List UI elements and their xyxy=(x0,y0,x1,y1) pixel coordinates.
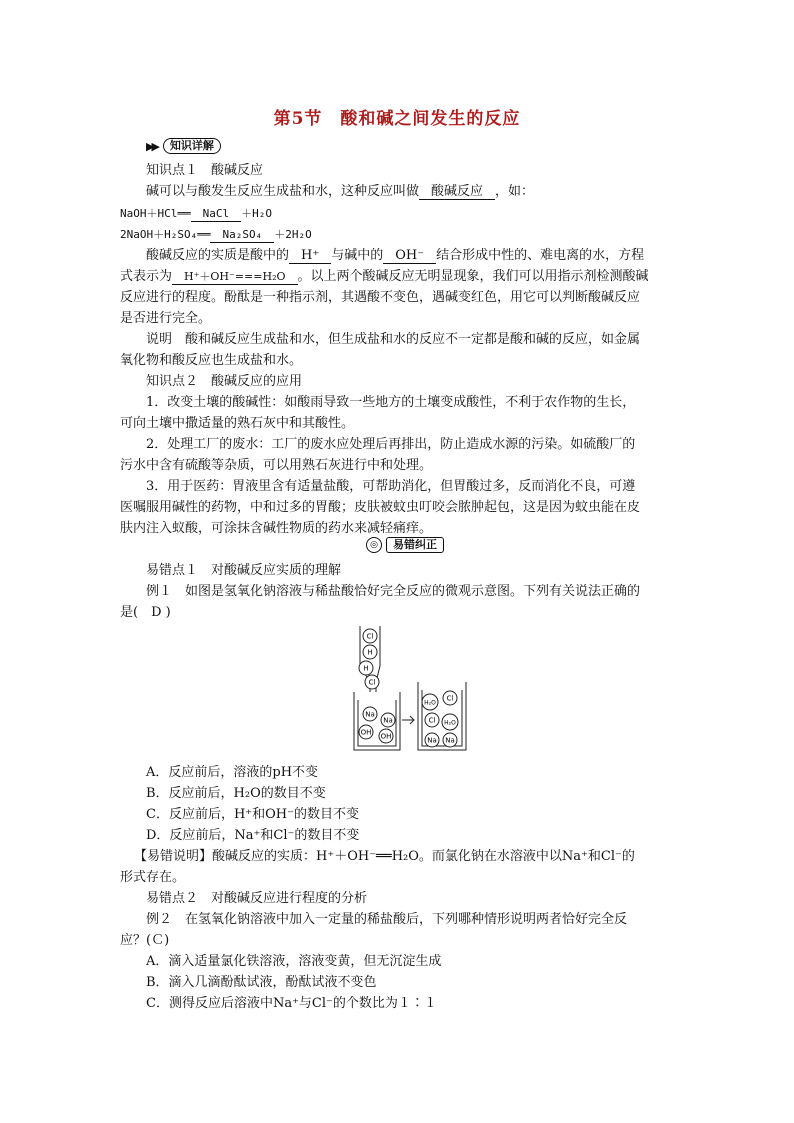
text: 式表示为 xyxy=(120,269,173,284)
molecule-label: Na xyxy=(383,716,393,725)
kp2-item2-b: 污水中含有硫酸等杂质，可以用熟石灰进行中和处理。 xyxy=(120,458,433,473)
equation-2 xyxy=(120,224,680,245)
molecule-label: Na xyxy=(365,710,375,719)
eq2-left: 2NaOH＋H₂SO₄══ xyxy=(120,228,211,241)
answer-blank: 酸碱反应 xyxy=(419,184,495,200)
equation-1 xyxy=(120,203,680,224)
molecule-label: H xyxy=(363,664,369,673)
answer-blank: Na₂SO₄ xyxy=(210,227,274,243)
text: 。以上两个酸碱反应无明显现象，我们可以用指示剂检测酸碱 xyxy=(297,269,649,284)
kp2-item1-a: 1．改变土壤的酸碱性：如酸雨导致一些地方的土壤变成酸性，不利于农作物的生长， xyxy=(146,395,636,410)
text: 与碱中的 xyxy=(331,248,384,263)
answer-blank: OH⁻ xyxy=(383,248,436,264)
section-badge-label: 知识详解 xyxy=(163,138,221,154)
reaction-arrow-icon xyxy=(402,716,414,724)
molecule-label: OH xyxy=(360,728,372,737)
kp1-heading: 知识点１ 酸碱反应 xyxy=(146,163,264,178)
molecule-label: H₂O xyxy=(424,699,436,707)
error-badge xyxy=(366,537,444,553)
page-title: 第5节 酸和碱之间发生的反应 xyxy=(273,109,521,129)
err2-heading: 易错点２ 对酸碱反应进行程度的分析 xyxy=(146,891,368,906)
molecule-label: Cl xyxy=(368,678,376,687)
kp2-item1-b: 可向土壤中撒适量的熟石灰中和其酸性。 xyxy=(120,416,355,431)
answer-blank: H⁺ xyxy=(289,248,331,264)
err1-question-a: 例１ 如图是氢氧化钠溶液与稀盐酸恰好完全反应的微观示意图。下列有关说法正确的 xyxy=(146,584,641,599)
kp2-heading: 知识点２ 酸碱反应的应用 xyxy=(146,374,303,389)
molecule-label: Cl xyxy=(428,716,436,725)
err2-question-a: 例２ 在氢氧化钠溶液中加入一定量的稀盐酸后，下列哪种情形说明两者恰好完全反 xyxy=(146,912,628,927)
err1-explanation-a: 【易错说明】酸碱反应的实质：H⁺＋OH⁻══H₂O。而氯化钠在水溶液中以Na⁺和Cl⁻的 xyxy=(134,849,635,864)
kp1-note-line2: 氧化物和酸反应也生成盐和水。 xyxy=(120,353,303,368)
kp1-note-line1: 说明 酸和碱反应生成盐和水，但生成盐和水的反应不一定都是酸和碱的反应，如金属 xyxy=(146,332,641,347)
answer-blank: H⁺＋OH⁻===H₂O xyxy=(172,269,298,285)
kp1-para-line1 xyxy=(146,245,706,266)
err1-heading: 易错点１ 对酸碱反应实质的理解 xyxy=(146,563,342,578)
kp2-item3-a: 3．用于医药：胃液里含有适量盐酸，可帮助消化，但胃酸过多，反而消化不良，可遵 xyxy=(146,479,636,494)
text: 结合形成中性的、难电离的水，方程 xyxy=(436,248,645,263)
text: 酸碱反应的实质是酸中的 xyxy=(146,248,290,263)
molecule-label: H₂O xyxy=(444,719,456,727)
err1-option-b: B．反应前后，H₂O的数目不变 xyxy=(146,786,326,801)
molecule-label: Cl xyxy=(446,694,454,703)
molecule-label: Cl xyxy=(366,632,374,641)
err1-option-d: D．反应前后，Na⁺和Cl⁻的数目不变 xyxy=(146,828,360,843)
err1-option-a: A．反应前后，溶液的pH不变 xyxy=(146,765,319,780)
kp1-para-line3: 反应进行的程度。酚酞是一种指示剂，其遇酸不变色，遇碱变红色，用它可以判断酸碱反应 xyxy=(120,290,641,305)
eq1-left: NaOH＋HCl══ xyxy=(120,207,191,220)
kp1-para-line4: 是否进行完全。 xyxy=(120,311,212,326)
reaction-diagram xyxy=(352,624,470,754)
err2-option-b: B．滴入几滴酚酞试液，酚酞试液不变色 xyxy=(146,975,377,990)
kp2-item3-c: 肤内注入蚁酸，可涂抹含碱性物质的药水来减轻痛痒。 xyxy=(120,521,433,536)
molecule-label: OH xyxy=(380,732,392,741)
kp2-item2-a: 2．处理工厂的废水：工厂的废水应处理后再排出，防止造成水源的污染。如硫酸厂的 xyxy=(146,437,636,452)
error-badge-label: 易错纠正 xyxy=(386,537,444,553)
kp2-item3-b: 医嘱服用碱性的药物，中和过多的胃酸；皮肤被蚊虫叮咬会脓肿起包，这是因为蚊虫能在皮 xyxy=(120,500,641,515)
molecule-label: Na xyxy=(427,736,437,745)
kp1-intro-end: ，如： xyxy=(495,184,535,199)
err2-question-b: 应？(Ｃ) xyxy=(120,933,170,948)
err1-option-c: C．反应前后，H⁺和OH⁻的数目不变 xyxy=(146,807,360,822)
eq2-right: ＋2H₂O xyxy=(274,228,312,241)
kp1-para-line2 xyxy=(120,266,680,287)
molecule-label: Na xyxy=(445,736,455,745)
double-arrow-icon: ▶▶ xyxy=(146,139,157,153)
err1-question-b: 是( D ) xyxy=(120,605,171,620)
section-badge xyxy=(146,137,221,155)
target-icon: ◎ xyxy=(366,537,382,553)
err2-option-a: A．滴入适量氯化铁溶液，溶液变黄，但无沉淀生成 xyxy=(146,954,442,969)
molecule-label: H xyxy=(367,648,373,657)
kp1-intro-text: 碱可以与酸发生反应生成盐和水，这种反应叫做 xyxy=(146,184,420,199)
err2-option-c: C．测得反应后溶液中Na⁺与Cl⁻的个数比为１∶１ xyxy=(146,996,437,1011)
err1-explanation-b: 形式存在。 xyxy=(120,870,186,885)
kp1-intro xyxy=(146,181,706,202)
eq1-right: ＋H₂O xyxy=(241,207,272,220)
answer-blank: NaCl xyxy=(191,206,242,222)
